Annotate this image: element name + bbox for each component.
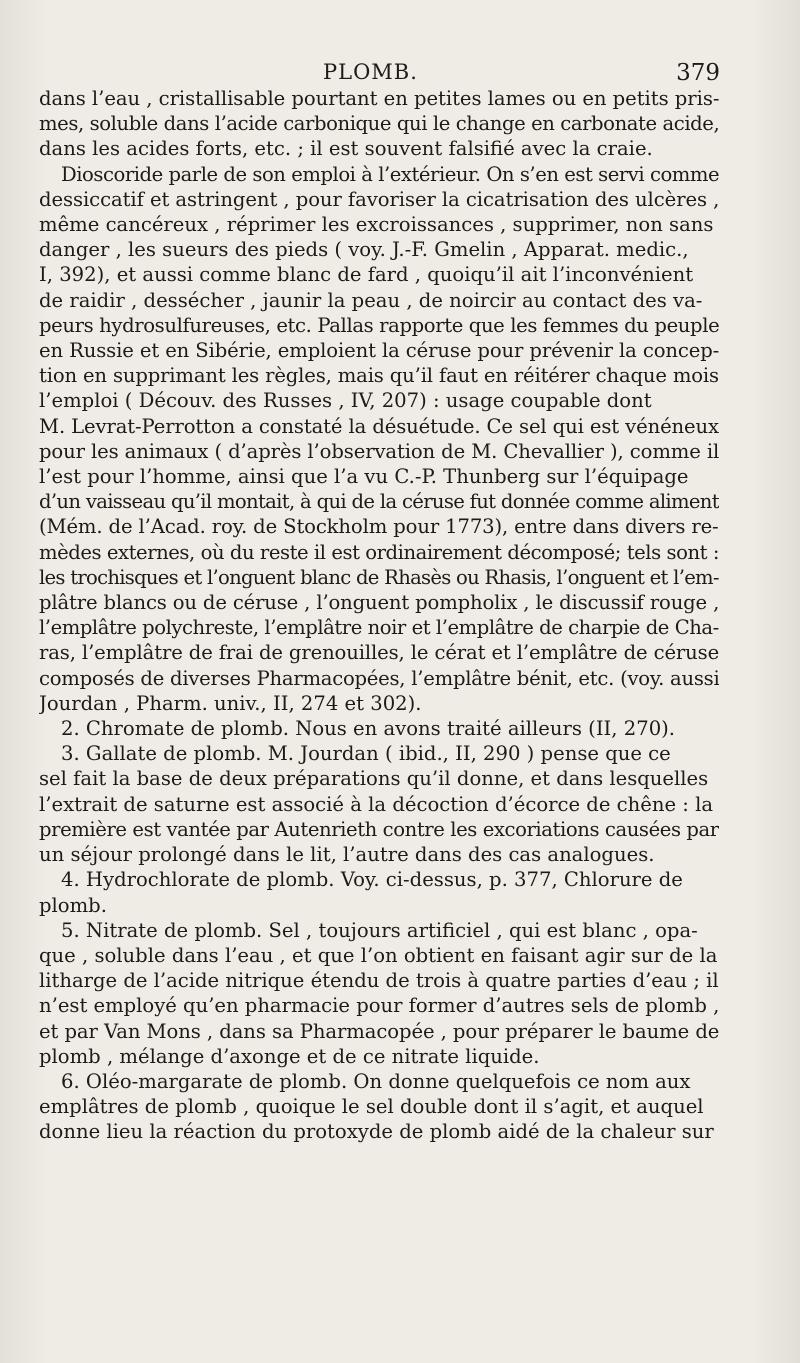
text-line: 4. Hydrochlorate de plomb. Voy. ci-dessus, p. 377, Chlorure de bbox=[61, 868, 683, 892]
text-line: 6. Oléo-margarate de plomb. On donne quelquefois ce nom aux bbox=[61, 1069, 691, 1093]
text-line: dessiccatif et astringent , pour favoriser la cicatrisation des ulcères , bbox=[39, 187, 719, 211]
text-line: 2. Chromate de plomb. Nous en avons traité ailleurs (II, 270). bbox=[61, 717, 676, 741]
page-number: 379 bbox=[676, 60, 720, 86]
text-line: emplâtres de plomb , quoique le sel double dont il s’agit, et auquel bbox=[39, 1095, 704, 1119]
text-line: pour les animaux ( d’après l’observation de M. Chevallier ), comme il bbox=[39, 439, 719, 463]
text-line: mes, soluble dans l’acide carbonique qui le change en carbonate acide, bbox=[39, 112, 719, 136]
text-line: 3. Gallate de plomb. M. Jourdan ( ibid., II, 290 ) pense que ce bbox=[61, 742, 671, 766]
text-line: l’extrait de saturne est associé à la décoction d’écorce de chêne : la bbox=[39, 792, 714, 816]
text-line: de raidir , dessécher , jaunir la peau , de noircir au contact des va- bbox=[39, 288, 703, 312]
text-line: l’emploi ( Découv. des Russes , IV, 207) : usage coupable dont bbox=[39, 389, 652, 413]
text-line: composés de diverses Pharmacopées, l’emplâtre bénit, etc. (voy. aussi bbox=[39, 666, 719, 690]
text-line: un séjour prolongé dans le lit, l’autre dans des cas analogues. bbox=[39, 843, 655, 867]
text-line: 5. Nitrate de plomb. Sel , toujours artificiel , qui est blanc , opa- bbox=[61, 918, 698, 942]
text-line: Dioscoride parle de son emploi à l’extérieur. On s’en est servi comme bbox=[61, 162, 719, 186]
text-line: plomb. bbox=[39, 893, 107, 917]
text-line: et par Van Mons , dans sa Pharmacopée , pour préparer le baume de bbox=[39, 1019, 719, 1043]
text-line: peurs hydrosulfureuses, etc. Pallas rapporte que les femmes du peuple bbox=[39, 313, 719, 337]
text-line: les trochisques et l’onguent blanc de Rhasès ou Rhasis, l’onguent et l’em- bbox=[39, 565, 719, 589]
text-line: plâtre blancs ou de céruse , l’onguent pompholix , le discussif rouge , bbox=[39, 591, 719, 615]
text-line: dans les acides forts, etc. ; il est souvent falsifié avec la craie. bbox=[39, 137, 653, 161]
text-line: danger , les sueurs des pieds ( voy. J.-F. Gmelin , Apparat. medic., bbox=[39, 238, 689, 262]
text-line: en Russie et en Sibérie, emploient la céruse pour prévenir la concep- bbox=[39, 339, 719, 363]
text-line: M. Levrat-Perrotton a constaté la désuétude. Ce sel qui est vénéneux bbox=[39, 414, 719, 438]
text-line: ras, l’emplâtre de frai de grenouilles, le cérat et l’emplâtre de céruse bbox=[39, 641, 719, 665]
text-line: que , soluble dans l’eau , et que l’on obtient en faisant agir sur de la bbox=[39, 943, 718, 967]
text-line: plomb , mélange d’axonge et de ce nitrate liquide. bbox=[39, 1044, 540, 1068]
text-line: première est vantée par Autenrieth contre les excoriations causées par bbox=[39, 817, 719, 841]
text-line: même cancéreux , réprimer les excroissances , supprimer, non sans bbox=[39, 213, 714, 237]
text-line: donne lieu la réaction du protoxyde de plomb aidé de la chaleur sur bbox=[39, 1120, 714, 1144]
text-line: Jourdan , Pharm. univ., II, 274 et 302). bbox=[39, 691, 422, 715]
text-line: I, 392), et aussi comme blanc de fard , quoiqu’il ait l’inconvénient bbox=[39, 263, 694, 287]
text-line: l’emplâtre polychreste, l’emplâtre noir et l’emplâtre de charpie de Cha- bbox=[39, 616, 719, 640]
body-text bbox=[39, 86, 719, 1145]
text-line: d’un vaisseau qu’il montait, à qui de la céruse fut donnée comme aliment bbox=[39, 490, 719, 514]
text-line: l’est pour l’homme, ainsi que l’a vu C.-P. Thunberg sur l’équipage bbox=[39, 465, 689, 489]
text-line: litharge de l’acide nitrique étendu de trois à quatre parties d’eau ; il bbox=[39, 969, 719, 993]
text-line: mèdes externes, où du reste il est ordinairement décomposé; tels sont : bbox=[39, 540, 719, 564]
text-line: sel fait la base de deux préparations qu’il donne, et dans lesquelles bbox=[39, 767, 709, 791]
text-line: n’est employé qu’en pharmacie pour former d’autres sels de plomb , bbox=[39, 994, 719, 1018]
running-head: PLOMB. bbox=[323, 60, 418, 84]
text-line: tion en supprimant les règles, mais qu’il faut en réitérer chaque mois bbox=[39, 364, 719, 388]
text-line: dans l’eau , cristallisable pourtant en petites lames ou en petits pris- bbox=[39, 87, 719, 110]
text-line: (Mém. de l’Acad. roy. de Stockholm pour 1773), entre dans divers re- bbox=[39, 515, 719, 539]
